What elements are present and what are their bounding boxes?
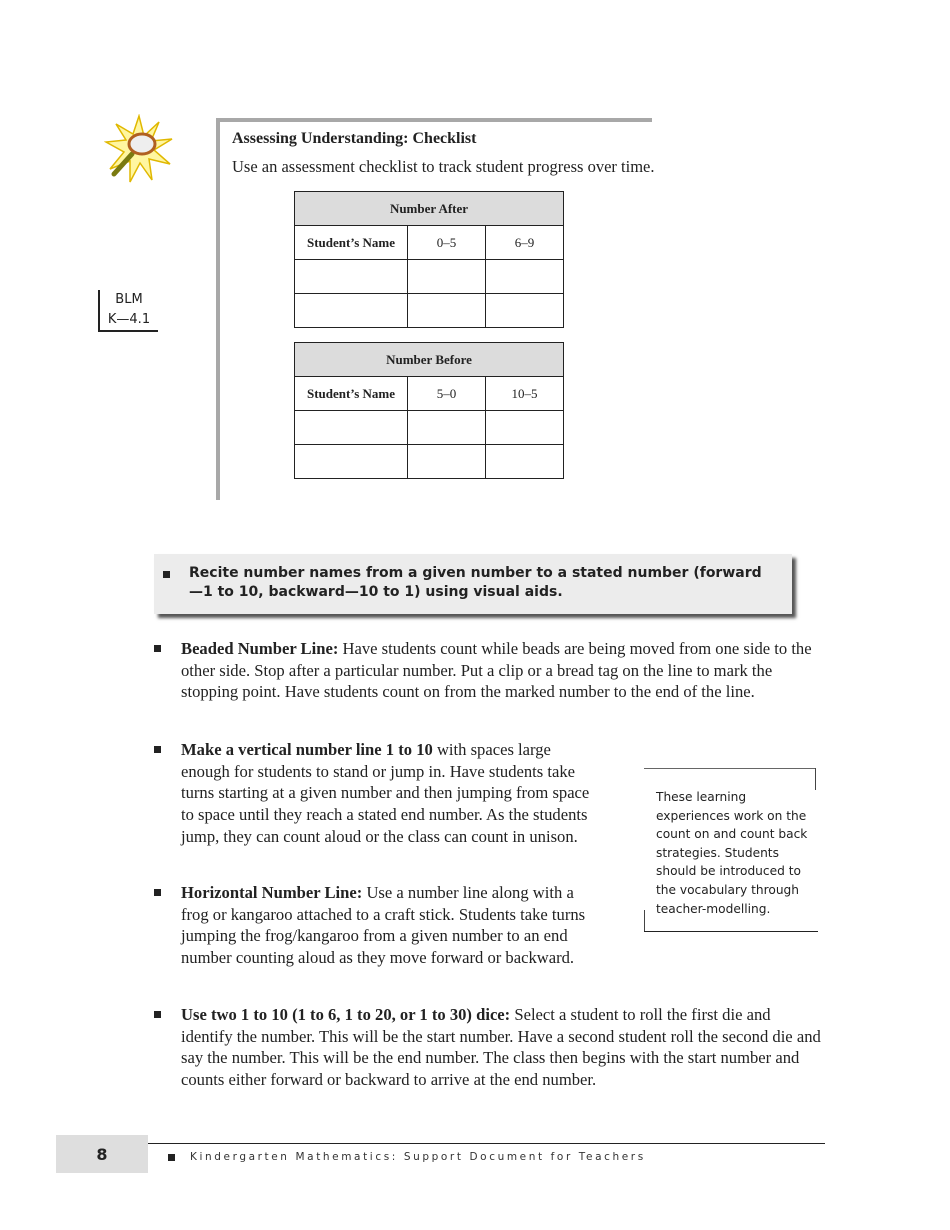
section-description: Use an assessment checklist to track student progress over time. bbox=[232, 157, 655, 176]
footer-divider bbox=[148, 1143, 825, 1144]
item-text: Select a student to roll the first die and identify the number. This will be the start number. Have a second student roll the second die and say the number. This will be the end number. The class then begins with the start number and counts either forward or backward to arrive at the end number. bbox=[181, 1005, 821, 1090]
item-text: Use a number line along with a frog or kangaroo attached to a craft stick. Students take turns jumping the frog/kangaroo from a given number to an end number counting aloud as they move forward or backward. bbox=[181, 883, 586, 968]
footer-bullet-icon bbox=[168, 1154, 175, 1161]
sidebar-note bbox=[644, 768, 816, 932]
item-lead: Use two 1 to 10 (1 to 6, 1 to 20, or 1 to 30) dice: bbox=[181, 1005, 511, 1024]
item-lead: Make a vertical number line 1 to 10 bbox=[181, 740, 433, 759]
bullet-icon bbox=[154, 889, 161, 896]
table-title: Number Before bbox=[295, 343, 564, 377]
table-row bbox=[295, 411, 564, 445]
column-header: 10–5 bbox=[486, 377, 564, 411]
column-header: 0–5 bbox=[408, 226, 486, 260]
footer-title: Kindergarten Mathematics: Support Document for Teachers bbox=[190, 1151, 646, 1163]
blm-label: BLM bbox=[115, 292, 143, 307]
column-header: 5–0 bbox=[408, 377, 486, 411]
learning-outcome-text: Recite number names from a given number to a stated number (forward—1 to 10, backward—10 to 1) using visual aids. bbox=[189, 565, 762, 600]
bullet-icon bbox=[163, 571, 170, 578]
item-text: with spaces large enough for students to stand or jump in. Have students take turns starting at a given number and then jumping from space to space until they reach a stated end number. As the students jump, they can count aloud or the class can count in unison. bbox=[181, 740, 590, 846]
blm-code: K—4.1 bbox=[107, 312, 151, 327]
section-title: Assessing Understanding: Checklist bbox=[232, 130, 477, 147]
bullet-icon bbox=[154, 1011, 161, 1018]
note-text: These learning experiences work on the count on and count back strategies. Students should be introduced to the vocabulary through teacher-modelling. bbox=[656, 790, 808, 916]
number-before-table bbox=[294, 342, 564, 479]
item-text: Have students count while beads are being moved from one side to the other side. Stop after a particular number. Put a clip or a bread tag on the line to mark the stopping point. Have students count on from the marked number to the end of the line. bbox=[181, 639, 812, 702]
page-number: 8 bbox=[56, 1135, 148, 1173]
number-after-table bbox=[294, 191, 564, 328]
column-header: Student’s Name bbox=[295, 377, 408, 411]
table-row bbox=[295, 445, 564, 479]
item-lead: Beaded Number Line: bbox=[181, 639, 339, 658]
frame-top-border bbox=[216, 118, 652, 122]
table-title: Number After bbox=[295, 192, 564, 226]
bullet-icon bbox=[154, 746, 161, 753]
learning-outcome-box bbox=[154, 554, 792, 614]
bullet-icon bbox=[154, 645, 161, 652]
column-header: Student’s Name bbox=[295, 226, 408, 260]
table-row bbox=[295, 294, 564, 328]
frame-left-border bbox=[216, 118, 220, 500]
item-lead: Horizontal Number Line: bbox=[181, 883, 363, 902]
blm-reference bbox=[98, 290, 158, 332]
table-row bbox=[295, 260, 564, 294]
magnifying-glass-star-icon bbox=[104, 114, 174, 184]
column-header: 6–9 bbox=[486, 226, 564, 260]
